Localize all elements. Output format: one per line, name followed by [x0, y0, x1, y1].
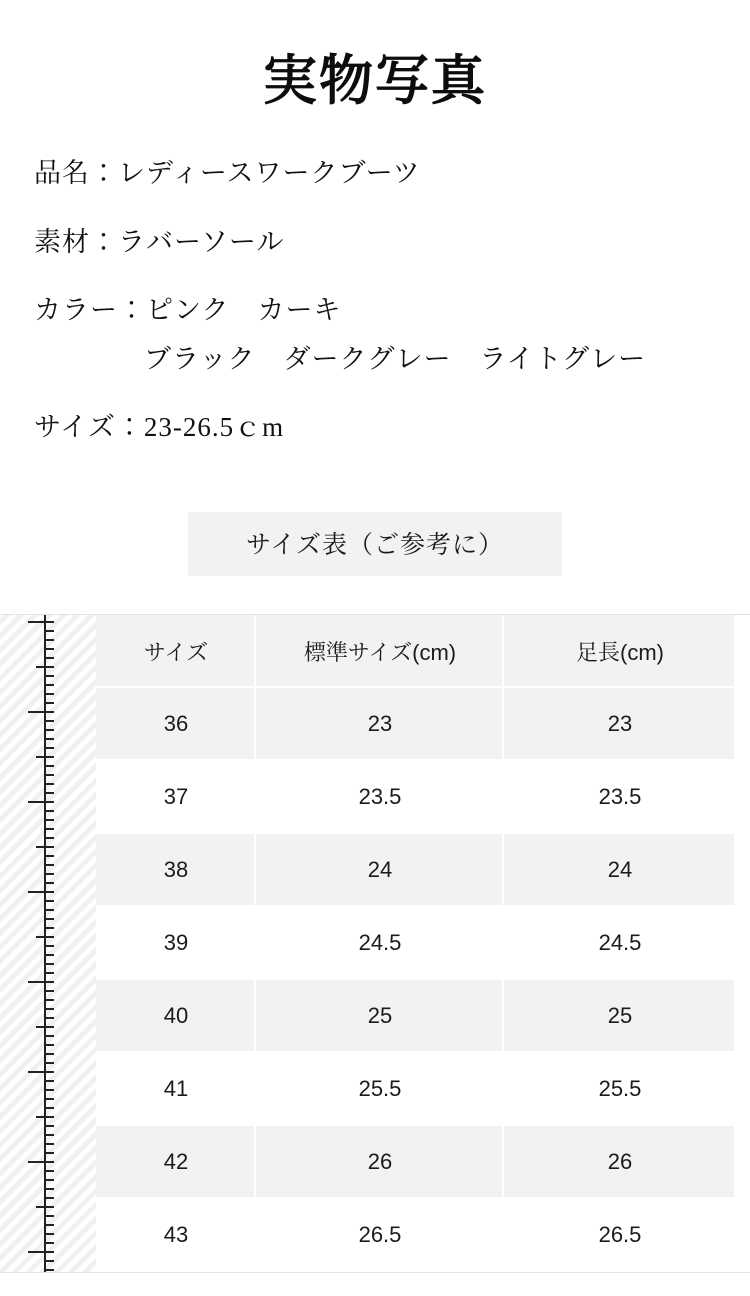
ruler-tick	[44, 720, 54, 722]
ruler-tick	[44, 675, 54, 677]
ruler-tick	[36, 1206, 54, 1208]
table-row	[96, 907, 736, 980]
size-table	[96, 615, 736, 1272]
ruler-tick	[44, 702, 54, 704]
spec-color-line2: ブラック ダークグレー ライトグレー	[144, 343, 647, 374]
ruler-tick	[44, 1152, 54, 1154]
table-cell: 26.5	[256, 1199, 504, 1272]
ruler-tick	[44, 1215, 54, 1217]
ruler-tick	[44, 639, 54, 641]
ruler-tick	[28, 891, 54, 893]
table-cell: 36	[96, 688, 256, 761]
ruler-tick	[44, 837, 54, 839]
table-cell: 25	[504, 980, 736, 1053]
ruler-tick	[44, 648, 54, 650]
ruler-tick	[44, 999, 54, 1001]
table-cell: 26	[504, 1126, 736, 1199]
ruler-tick	[44, 1233, 54, 1235]
ruler-tick	[44, 873, 54, 875]
ruler-tick	[44, 1143, 54, 1145]
spec-row-color	[34, 292, 730, 377]
table-header-row	[96, 615, 736, 688]
ruler-tick	[44, 792, 54, 794]
ruler-icon	[0, 615, 96, 1272]
ruler-tick	[44, 738, 54, 740]
ruler-tick	[44, 1260, 54, 1262]
ruler-tick	[44, 747, 54, 749]
ruler-tick	[44, 972, 54, 974]
ruler-tick	[44, 1224, 54, 1226]
table-cell: 24	[504, 834, 736, 907]
ruler-tick	[28, 711, 54, 713]
table-cell: 25	[256, 980, 504, 1053]
ruler-tick	[44, 1098, 54, 1100]
ruler-tick	[44, 774, 54, 776]
ruler-tick	[44, 810, 54, 812]
ruler-tick	[44, 900, 54, 902]
table-cell: 39	[96, 907, 256, 980]
size-table-heading-wrap	[0, 512, 750, 576]
ruler-tick	[44, 684, 54, 686]
size-table-block	[0, 614, 750, 1273]
spec-color-line1: カラー：ピンク カーキ	[34, 295, 342, 326]
ruler-tick	[44, 729, 54, 731]
table-row	[96, 834, 736, 907]
ruler-tick	[44, 1242, 54, 1244]
table-header-cell: 標準サイズ(cm)	[256, 615, 504, 688]
ruler-tick	[36, 756, 54, 758]
ruler-tick	[44, 1044, 54, 1046]
ruler-tick	[44, 855, 54, 857]
ruler-tick	[44, 1080, 54, 1082]
table-cell: 24	[256, 834, 504, 907]
ruler-tick	[36, 1026, 54, 1028]
ruler-tick	[44, 1053, 54, 1055]
table-cell: 41	[96, 1053, 256, 1126]
ruler-tick	[44, 945, 54, 947]
spec-list	[0, 155, 750, 445]
table-cell: 23.5	[504, 761, 736, 834]
table-row	[96, 761, 736, 834]
ruler-tick	[44, 990, 54, 992]
table-header-cell: サイズ	[96, 615, 256, 688]
ruler-tick	[44, 765, 54, 767]
table-row	[96, 1199, 736, 1272]
spec-row-item-name: 品名：レディースワークブーツ	[34, 158, 421, 189]
page-title: 実物写真	[263, 51, 487, 111]
ruler-ticks	[20, 615, 60, 1272]
ruler-tick	[44, 657, 54, 659]
ruler-tick	[44, 1035, 54, 1037]
ruler-tick	[44, 909, 54, 911]
ruler-tick	[44, 918, 54, 920]
ruler-tick	[28, 1161, 54, 1163]
ruler-tick	[44, 1197, 54, 1199]
ruler-tick	[44, 630, 54, 632]
ruler-tick	[28, 1251, 54, 1253]
ruler-tick	[28, 621, 54, 623]
table-cell: 37	[96, 761, 256, 834]
table-cell: 43	[96, 1199, 256, 1272]
spec-row-material: 素材：ラバーソール	[34, 226, 285, 257]
table-row	[96, 1126, 736, 1199]
table-cell: 24.5	[256, 907, 504, 980]
table-row	[96, 980, 736, 1053]
ruler-tick	[44, 1062, 54, 1064]
ruler-tick	[36, 1116, 54, 1118]
table-cell: 40	[96, 980, 256, 1053]
table-cell: 23	[256, 688, 504, 761]
ruler-tick	[44, 828, 54, 830]
table-cell: 23.5	[256, 761, 504, 834]
table-row	[96, 1053, 736, 1126]
ruler-tick	[44, 1170, 54, 1172]
table-row	[96, 688, 736, 761]
ruler-tick	[44, 1188, 54, 1190]
table-cell: 38	[96, 834, 256, 907]
table-cell: 26	[256, 1126, 504, 1199]
ruler-tick	[44, 864, 54, 866]
ruler-tick	[44, 1017, 54, 1019]
ruler-tick	[44, 1107, 54, 1109]
size-table-heading: サイズ表（ご参考に）	[188, 512, 562, 576]
ruler-tick	[28, 1071, 54, 1073]
ruler-tick	[28, 801, 54, 803]
table-cell: 42	[96, 1126, 256, 1199]
ruler-tick	[44, 1089, 54, 1091]
ruler-tick	[44, 882, 54, 884]
ruler-tick	[44, 783, 54, 785]
ruler-tick	[44, 954, 54, 956]
ruler-tick	[36, 666, 54, 668]
table-cell: 25.5	[256, 1053, 504, 1126]
ruler-tick	[44, 1269, 54, 1271]
ruler-tick	[44, 693, 54, 695]
spec-row-size: サイズ：23-26.5ｃm	[34, 412, 285, 443]
ruler-tick	[36, 846, 54, 848]
ruler-tick	[44, 1179, 54, 1181]
ruler-tick	[44, 1134, 54, 1136]
ruler-tick	[36, 936, 54, 938]
table-cell: 26.5	[504, 1199, 736, 1272]
table-cell: 25.5	[504, 1053, 736, 1126]
table-cell: 24.5	[504, 907, 736, 980]
ruler-tick	[44, 927, 54, 929]
size-table-body	[96, 688, 736, 1272]
ruler-tick	[44, 1008, 54, 1010]
ruler-tick	[44, 819, 54, 821]
ruler-tick	[44, 1125, 54, 1127]
table-cell: 23	[504, 688, 736, 761]
table-header-cell: 足長(cm)	[504, 615, 736, 688]
ruler-tick	[28, 981, 54, 983]
ruler-tick	[44, 963, 54, 965]
